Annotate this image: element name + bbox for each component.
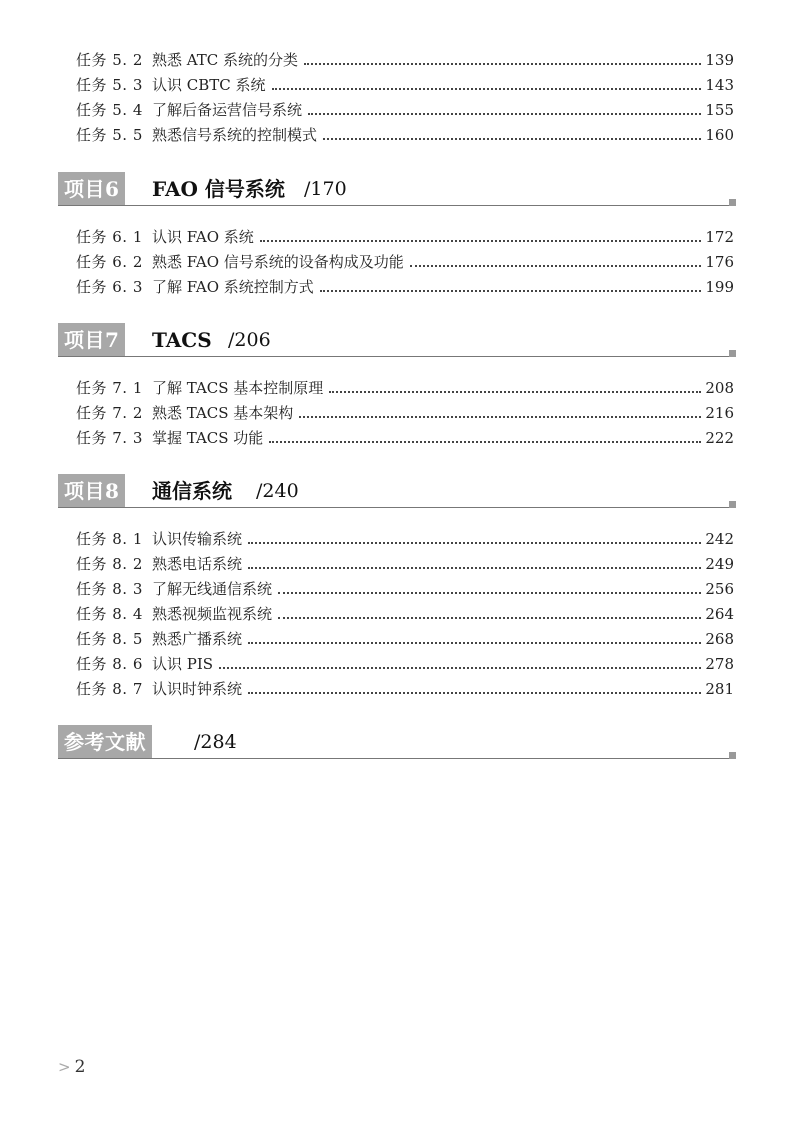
- dot-leader: [278, 616, 701, 619]
- toc-entry[interactable]: [76, 119, 734, 144]
- task-number: 任务 7. 2: [76, 404, 143, 422]
- page-footer: [58, 1057, 85, 1077]
- dot-leader: [219, 666, 701, 669]
- task-title: 了解 TACS 基本控制原理: [152, 379, 324, 397]
- task-page: 264: [705, 605, 734, 623]
- dot-leader: [308, 112, 701, 115]
- section-rule: [58, 758, 730, 759]
- section-rule: [58, 356, 730, 357]
- dot-leader: [272, 87, 702, 90]
- dot-leader: [278, 591, 701, 594]
- task-page: 172: [705, 228, 734, 246]
- section-square: [729, 199, 736, 206]
- task-number: 任务 7. 1: [76, 379, 143, 397]
- task-page: 268: [705, 630, 734, 648]
- dot-leader: [329, 390, 701, 393]
- toc-entry[interactable]: [76, 44, 734, 69]
- toc-entry[interactable]: [76, 372, 734, 397]
- toc-entry[interactable]: [76, 221, 734, 246]
- task-page: 199: [705, 278, 734, 296]
- task-title: 熟悉信号系统的控制模式: [152, 126, 318, 144]
- dot-leader: [248, 541, 701, 544]
- task-title: 熟悉 ATC 系统的分类: [152, 51, 299, 69]
- section-rule: [58, 507, 730, 508]
- task-title: 认识 PIS: [152, 655, 214, 673]
- section-header-project-7[interactable]: [58, 323, 736, 357]
- section-square: [729, 752, 736, 759]
- task-page: 278: [705, 655, 734, 673]
- page-number: 2: [74, 1057, 86, 1077]
- task-number: 任务 8. 3: [76, 580, 143, 598]
- toc-entry[interactable]: [76, 548, 734, 573]
- section-tag: 项目8: [58, 474, 125, 508]
- task-title: 熟悉广播系统: [152, 630, 243, 648]
- task-number: 任务 8. 5: [76, 630, 143, 648]
- task-title: 熟悉 TACS 基本架构: [152, 404, 294, 422]
- task-number: 任务 5. 3: [76, 76, 143, 94]
- section-tag: 项目7: [58, 323, 125, 357]
- dot-leader: [269, 440, 701, 443]
- section-square: [729, 350, 736, 357]
- toc-entry[interactable]: [76, 397, 734, 422]
- toc-entry[interactable]: [76, 648, 734, 673]
- task-title: 认识传输系统: [152, 530, 243, 548]
- section-page: /206: [228, 329, 271, 351]
- task-number: 任务 8. 7: [76, 680, 143, 698]
- task-title: 了解 FAO 系统控制方式: [152, 278, 314, 296]
- task-page: 222: [705, 429, 734, 447]
- section-title: TACS: [152, 328, 212, 352]
- task-page: 139: [705, 51, 734, 69]
- dot-leader: [299, 415, 701, 418]
- task-number: 任务 6. 2: [76, 253, 143, 271]
- section-header-project-8[interactable]: [58, 474, 736, 508]
- dot-leader: [248, 566, 701, 569]
- task-number: 任务 6. 3: [76, 278, 143, 296]
- section-title: FAO 信号系统: [152, 177, 285, 201]
- task-page: 249: [705, 555, 734, 573]
- toc-entry[interactable]: [76, 94, 734, 119]
- task-page: 242: [705, 530, 734, 548]
- section-square: [729, 501, 736, 508]
- task-number: 任务 8. 4: [76, 605, 143, 623]
- dot-leader: [304, 62, 701, 65]
- toc-entry[interactable]: [76, 673, 734, 698]
- task-number: 任务 8. 6: [76, 655, 143, 673]
- section-tag: 参考文献: [58, 725, 152, 759]
- task-title: 认识 FAO 系统: [152, 228, 254, 246]
- task-number: 任务 5. 2: [76, 51, 143, 69]
- task-title: 认识时钟系统: [152, 680, 243, 698]
- section-page: /170: [304, 178, 347, 200]
- task-title: 熟悉电话系统: [152, 555, 243, 573]
- dot-leader: [320, 289, 702, 292]
- task-number: 任务 8. 1: [76, 530, 143, 548]
- task-number: 任务 5. 4: [76, 101, 143, 119]
- section-header-project-6[interactable]: [58, 172, 736, 206]
- chevron-right-icon: >: [58, 1058, 71, 1076]
- section-rule: [58, 205, 730, 206]
- task-title: 认识 CBTC 系统: [152, 76, 266, 94]
- task-number: 任务 6. 1: [76, 228, 143, 246]
- toc-entry[interactable]: [76, 598, 734, 623]
- section-title: 通信系统: [152, 479, 232, 503]
- section-page: /240: [256, 480, 299, 502]
- toc-entry[interactable]: [76, 422, 734, 447]
- task-page: 143: [705, 76, 734, 94]
- toc-entry[interactable]: [76, 523, 734, 548]
- task-title: 熟悉 FAO 信号系统的设备构成及功能: [152, 253, 404, 271]
- task-title: 了解后备运营信号系统: [152, 101, 303, 119]
- task-page: 160: [705, 126, 734, 144]
- section-tag: 项目6: [58, 172, 125, 206]
- toc-entry[interactable]: [76, 573, 734, 598]
- dot-leader: [323, 137, 701, 140]
- task-number: 任务 7. 3: [76, 429, 143, 447]
- toc-entry[interactable]: [76, 246, 734, 271]
- task-title: 了解无线通信系统: [152, 580, 273, 598]
- task-number: 任务 5. 5: [76, 126, 143, 144]
- dot-leader: [260, 239, 702, 242]
- task-page: 216: [705, 404, 734, 422]
- toc-entry[interactable]: [76, 271, 734, 296]
- task-page: 256: [705, 580, 734, 598]
- task-title: 掌握 TACS 功能: [152, 429, 264, 447]
- dot-leader: [248, 691, 701, 694]
- toc-entry[interactable]: [76, 623, 734, 648]
- task-page: 281: [705, 680, 734, 698]
- task-title: 熟悉视频监视系统: [152, 605, 273, 623]
- task-number: 任务 8. 2: [76, 555, 143, 573]
- toc-entry[interactable]: [76, 69, 734, 94]
- section-header-references[interactable]: [58, 725, 736, 759]
- task-page: 208: [705, 379, 734, 397]
- section-page: /284: [194, 731, 237, 753]
- task-page: 155: [705, 101, 734, 119]
- task-page: 176: [705, 253, 734, 271]
- dot-leader: [248, 641, 701, 644]
- dot-leader: [410, 264, 702, 267]
